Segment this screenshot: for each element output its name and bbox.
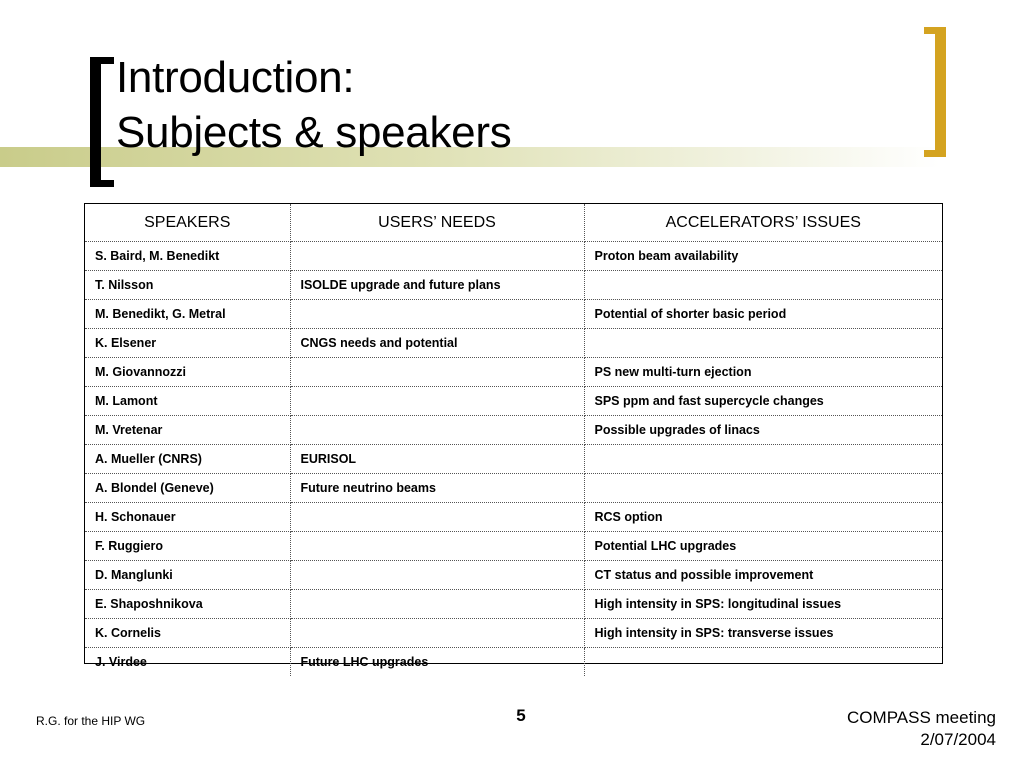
- cell-users-needs: Future neutrino beams: [290, 474, 584, 503]
- cell-speaker: M. Benedikt, G. Metral: [85, 300, 290, 329]
- table-row: [85, 271, 942, 300]
- cell-speaker: K. Elsener: [85, 329, 290, 358]
- cell-accelerators-issues: CT status and possible improvement: [584, 561, 942, 590]
- cell-speaker: M. Giovannozzi: [85, 358, 290, 387]
- footer-meeting-name: COMPASS meeting: [847, 708, 996, 727]
- speakers-table-container: [84, 203, 943, 669]
- cell-speaker: A. Blondel (Geneve): [85, 474, 290, 503]
- table-row: [85, 242, 942, 271]
- table-row: [85, 561, 942, 590]
- cell-accelerators-issues: Possible upgrades of linacs: [584, 416, 942, 445]
- table-row: [85, 358, 942, 387]
- table-row: [85, 503, 942, 532]
- cell-accelerators-issues: [584, 271, 942, 300]
- cell-speaker: A. Mueller (CNRS): [85, 445, 290, 474]
- cell-speaker: J. Virdee: [85, 648, 290, 677]
- table-row: [85, 532, 942, 561]
- cell-users-needs: EURISOL: [290, 445, 584, 474]
- table-row: [85, 474, 942, 503]
- cell-speaker: T. Nilsson: [85, 271, 290, 300]
- cell-accelerators-issues: PS new multi-turn ejection: [584, 358, 942, 387]
- footer-meeting-info: [847, 707, 996, 751]
- table-body: [85, 242, 942, 677]
- cell-users-needs: [290, 300, 584, 329]
- cell-users-needs: [290, 503, 584, 532]
- cell-users-needs: Future LHC upgrades: [290, 648, 584, 677]
- footer-author: R.G. for the HIP WG: [36, 714, 146, 728]
- cell-accelerators-issues: High intensity in SPS: transverse issues: [584, 619, 942, 648]
- cell-accelerators-issues: [584, 474, 942, 503]
- footer-meeting-date: 2/07/2004: [920, 730, 996, 749]
- table-row: [85, 300, 942, 329]
- table-row: [85, 590, 942, 619]
- cell-accelerators-issues: Potential LHC upgrades: [584, 532, 942, 561]
- cell-users-needs: ISOLDE upgrade and future plans: [290, 271, 584, 300]
- cell-speaker: H. Schonauer: [85, 503, 290, 532]
- cell-users-needs: [290, 358, 584, 387]
- cell-users-needs: [290, 416, 584, 445]
- table-header-row: [85, 204, 942, 242]
- cell-accelerators-issues: High intensity in SPS: longitudinal issues: [584, 590, 942, 619]
- cell-accelerators-issues: Potential of shorter basic period: [584, 300, 942, 329]
- cell-speaker: D. Manglunki: [85, 561, 290, 590]
- cell-users-needs: [290, 532, 584, 561]
- cell-speaker: E. Shaposhnikova: [85, 590, 290, 619]
- cell-speaker: M. Vretenar: [85, 416, 290, 445]
- table-row: [85, 329, 942, 358]
- header-speakers: SPEAKERS: [85, 204, 290, 242]
- slide-title: [116, 50, 511, 160]
- slide-title-line-1: Introduction:: [116, 53, 355, 102]
- table-row: [85, 416, 942, 445]
- header-users-needs: USERS’ NEEDS: [290, 204, 584, 242]
- cell-accelerators-issues: Proton beam availability: [584, 242, 942, 271]
- cell-speaker: K. Cornelis: [85, 619, 290, 648]
- page-number: 5: [516, 706, 526, 725]
- table-row: [85, 648, 942, 677]
- cell-users-needs: [290, 387, 584, 416]
- cell-speaker: M. Lamont: [85, 387, 290, 416]
- cell-speaker: S. Baird, M. Benedikt: [85, 242, 290, 271]
- table-row: [85, 619, 942, 648]
- slide-title-line-2: Subjects & speakers: [116, 108, 512, 157]
- cell-accelerators-issues: [584, 648, 942, 677]
- cell-users-needs: [290, 590, 584, 619]
- cell-accelerators-issues: [584, 329, 942, 358]
- left-bracket-decoration: [90, 57, 101, 187]
- cell-accelerators-issues: [584, 445, 942, 474]
- cell-accelerators-issues: SPS ppm and fast supercycle changes: [584, 387, 942, 416]
- right-bracket-decoration: [935, 27, 946, 157]
- cell-users-needs: CNGS needs and potential: [290, 329, 584, 358]
- cell-speaker: F. Ruggiero: [85, 532, 290, 561]
- cell-users-needs: [290, 561, 584, 590]
- cell-accelerators-issues: RCS option: [584, 503, 942, 532]
- table-row: [85, 445, 942, 474]
- cell-users-needs: [290, 619, 584, 648]
- header-accelerators-issues: ACCELERATORS’ ISSUES: [584, 204, 942, 242]
- table-row: [85, 387, 942, 416]
- speakers-table: [85, 204, 942, 676]
- cell-users-needs: [290, 242, 584, 271]
